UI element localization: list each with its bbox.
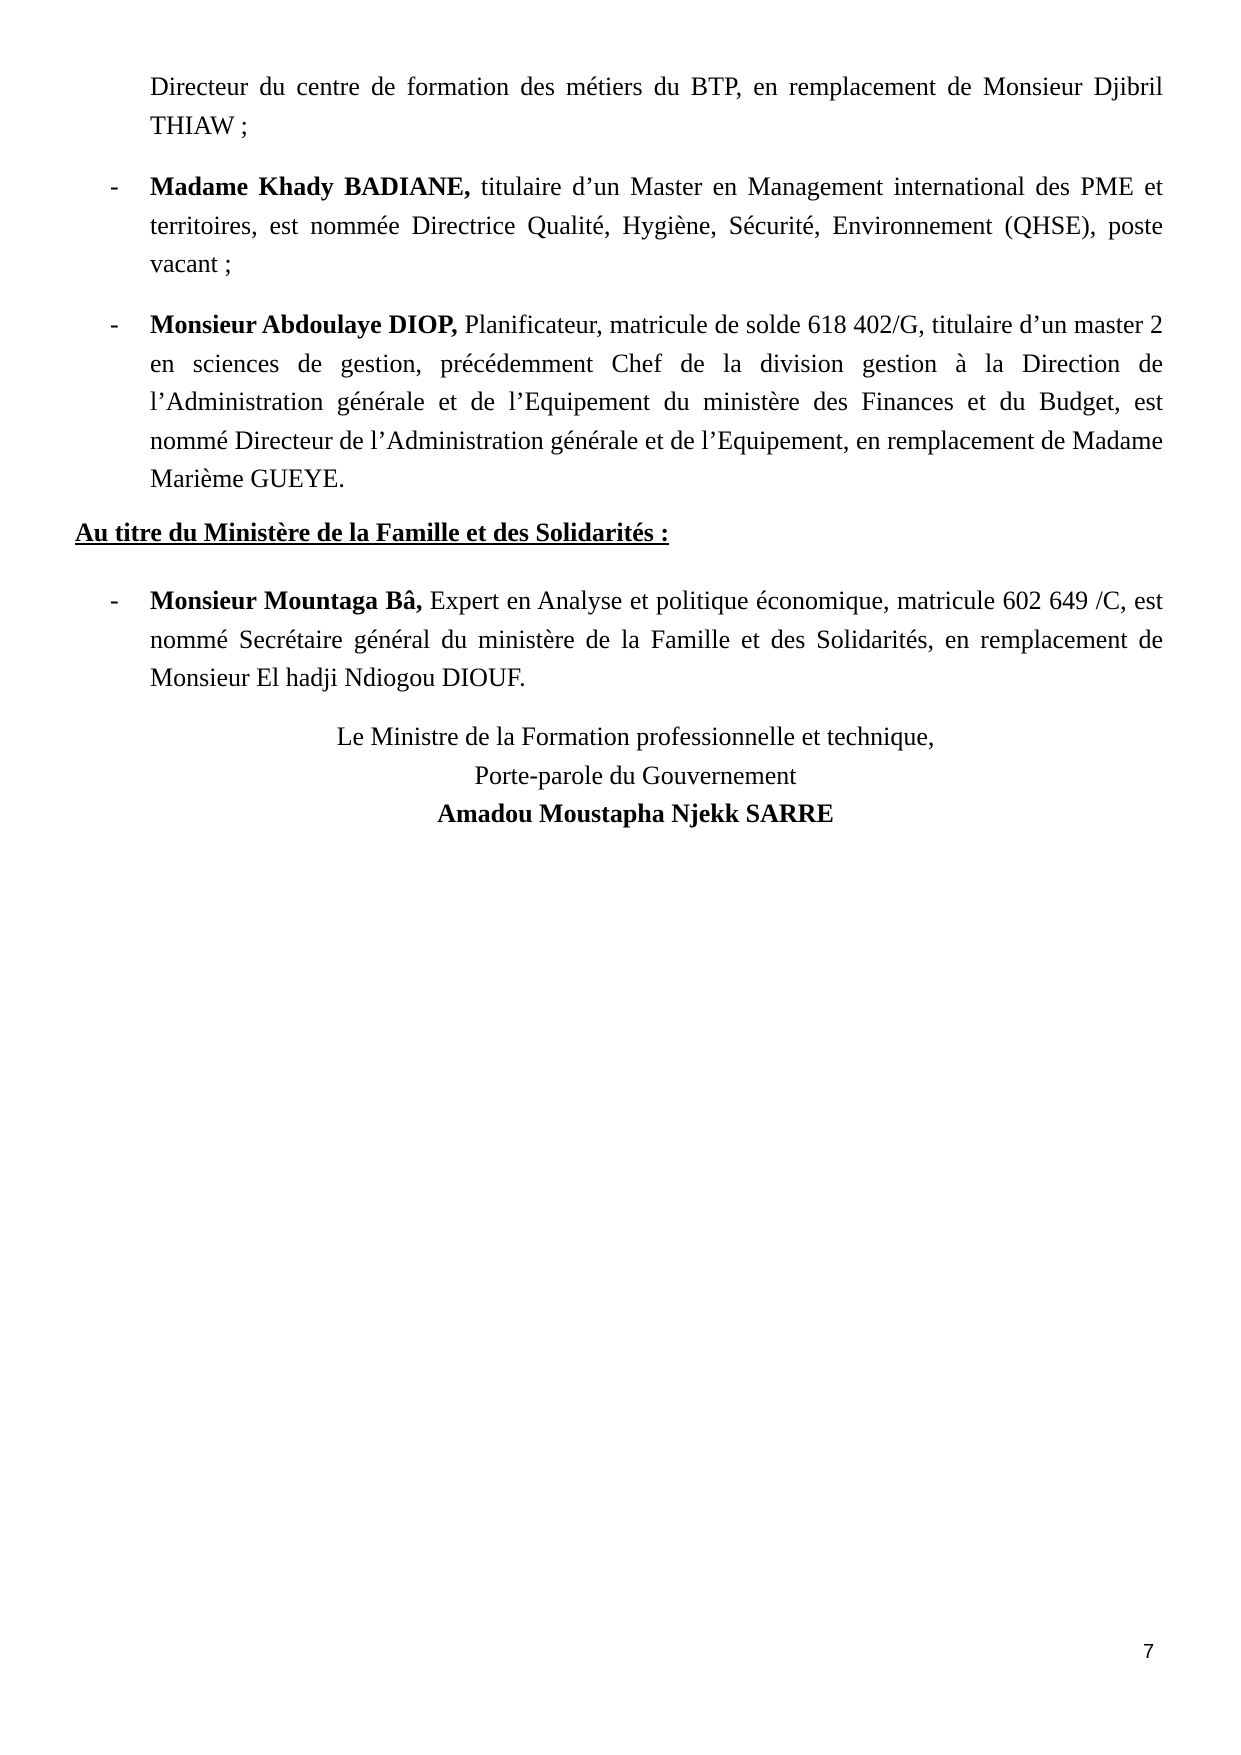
- signature-block: [0, 718, 1241, 834]
- list-item-dash: -: [110, 172, 119, 201]
- signature-title: Le Ministre de la Formation professionnelle et technique,: [336, 722, 935, 751]
- signature-name: Amadou Moustapha Njekk SARRE: [437, 799, 834, 828]
- appointee-description: titulaire d’un Master en Management international des PME et territoires, est nommée Directrice Qualité, Hygiène, Sécurité, Environnement (QHSE), poste vacant ;: [150, 172, 1164, 278]
- page-number: 7: [1143, 1641, 1155, 1663]
- list-item: [150, 582, 1163, 698]
- appointee-name: Monsieur Abdoulaye DIOP,: [150, 310, 458, 339]
- list-item-dash: -: [110, 586, 119, 615]
- signature-role: Porte-parole du Gouvernement: [474, 760, 797, 790]
- list-item-dash: -: [110, 310, 119, 339]
- list-item: [150, 168, 1163, 284]
- continuation-paragraph: [150, 68, 1163, 145]
- appointee-description: Planificateur, matricule de solde 618 402/G, titulaire d’un master 2 en sciences de gestion, précédemment Chef de la division gestion à la Direction de l’Administration générale et de l’Equipement du ministère des Finances et du Budget, est nommé Directeur de l’Administration générale et de l’Equipement, en remplacement de Madame Marième GUEYE.: [150, 310, 1164, 493]
- continuation-text: Directeur du centre de formation des métiers du BTP, en remplacement de Monsieur Djibril THIAW ;: [150, 72, 1163, 140]
- appointee-name: Madame Khady BADIANE,: [150, 172, 471, 201]
- appointee-name: Monsieur Mountaga Bâ,: [150, 586, 423, 615]
- list-item: [150, 306, 1163, 499]
- section-heading: Au titre du Ministère de la Famille et des Solidarités :: [75, 518, 670, 547]
- appointee-description: Expert en Analyse et politique économique, matricule 602 649 /C, est nommé Secrétaire général du ministère de la Famille et des Solidarités, en remplacement de Monsieur El hadji Ndiogou DIOUF.: [150, 586, 1164, 692]
